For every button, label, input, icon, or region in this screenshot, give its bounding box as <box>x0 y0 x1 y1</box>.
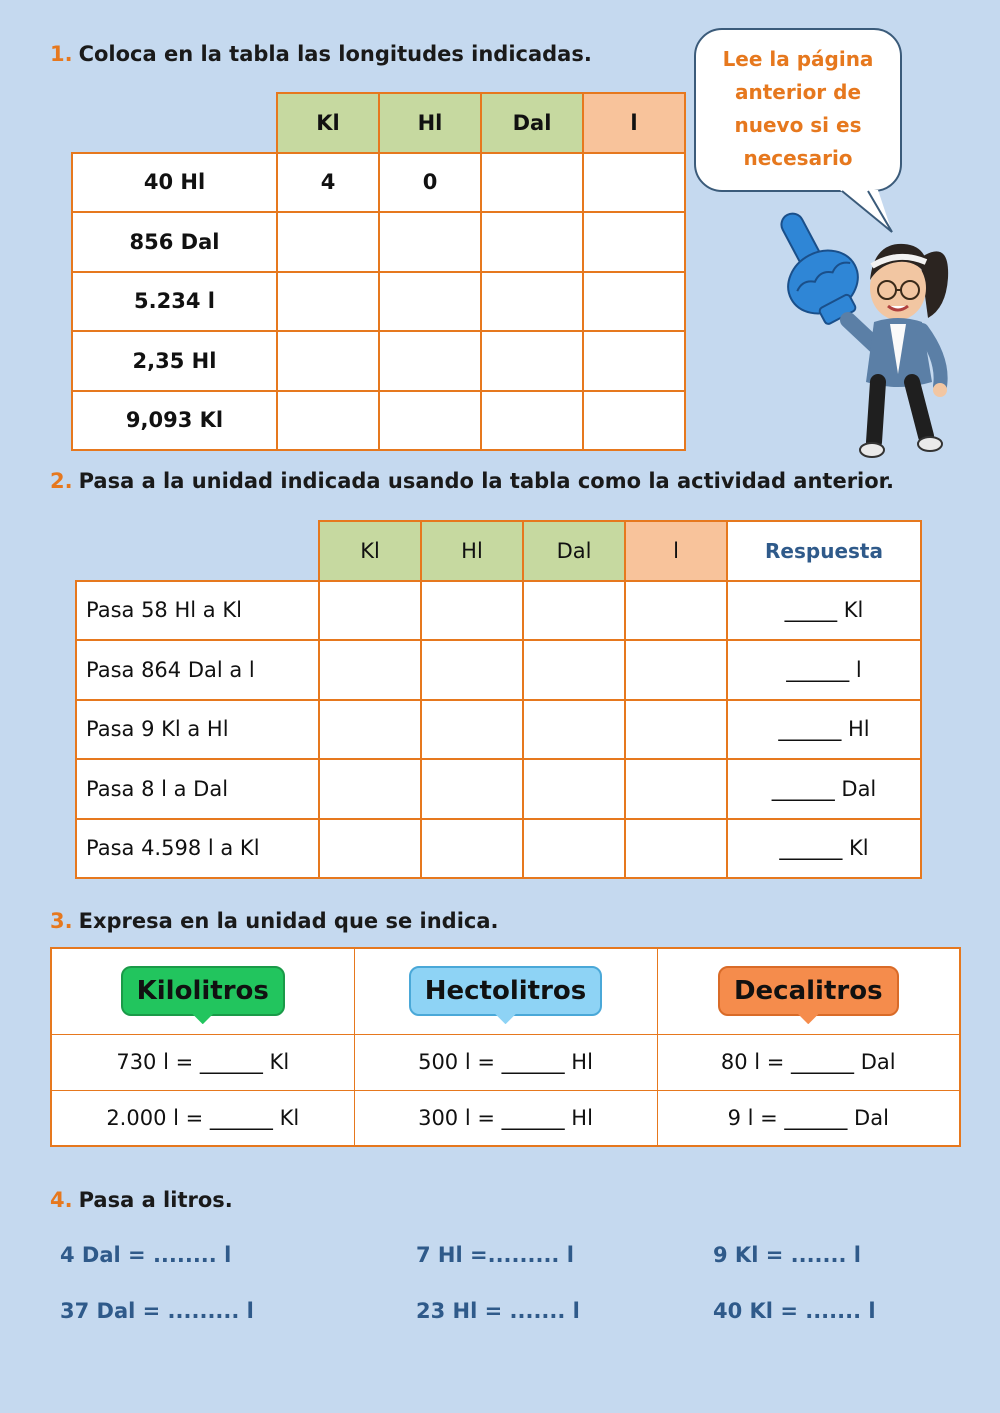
table-2-cell[interactable] <box>319 759 421 819</box>
table-1-header-l: l <box>583 93 685 153</box>
table-2-answer[interactable]: ______ Hl <box>727 700 921 760</box>
table-3-cell[interactable]: 9 l = ______ Dal <box>657 1090 960 1146</box>
table-row <box>72 212 685 272</box>
table-1-cell[interactable] <box>481 153 583 213</box>
section-4-number: 4. <box>50 1188 73 1212</box>
table-2-cell[interactable] <box>523 759 625 819</box>
table-1-corner <box>72 93 277 153</box>
bubble-line: Lee la página <box>722 47 874 71</box>
table-1-cell[interactable] <box>277 212 379 272</box>
speech-bubble <box>694 28 902 192</box>
section-1-number: 1. <box>50 42 73 66</box>
section-1-title: Coloca en la tabla las longitudes indicadas. <box>78 42 592 66</box>
table-2-cell[interactable] <box>625 819 727 879</box>
table-3-header-row <box>51 948 960 1034</box>
table-2-answer[interactable]: ______ l <box>727 640 921 700</box>
table-1-row-label: 9,093 Kl <box>72 391 277 451</box>
table-2-header-l: l <box>625 521 727 581</box>
section-3-number: 3. <box>50 909 73 933</box>
table-2-header-respuesta: Respuesta <box>727 521 921 581</box>
bubble-line: nuevo si es <box>734 113 862 137</box>
table-1-cell[interactable]: 0 <box>379 153 481 213</box>
table-2-answer[interactable]: _____ Kl <box>727 581 921 641</box>
table-2-answer[interactable]: ______ Kl <box>727 819 921 879</box>
table-1-cell[interactable] <box>277 331 379 391</box>
table-1-cell[interactable] <box>379 391 481 451</box>
table-2 <box>75 520 922 879</box>
table-2-cell[interactable] <box>421 640 523 700</box>
table-1-header-hl: Hl <box>379 93 481 153</box>
table-1-cell[interactable] <box>583 272 685 332</box>
section-4-item[interactable]: 4 Dal = ........ l <box>60 1243 232 1267</box>
table-row <box>76 581 921 641</box>
decalitros-banner: Decalitros <box>718 966 899 1016</box>
table-1-row-label: 40 Hl <box>72 153 277 213</box>
table-2-cell[interactable] <box>625 640 727 700</box>
table-1-cell[interactable] <box>481 391 583 451</box>
table-3-cell[interactable]: 730 l = ______ Kl <box>51 1034 354 1090</box>
hectolitros-banner: Hectolitros <box>409 966 603 1016</box>
table-1-header-kl: Kl <box>277 93 379 153</box>
table-1-cell[interactable] <box>277 391 379 451</box>
table-2-answer[interactable]: ______ Dal <box>727 759 921 819</box>
table-row <box>76 700 921 760</box>
table-2-cell[interactable] <box>625 581 727 641</box>
section-3-heading <box>50 909 499 933</box>
table-row <box>72 272 685 332</box>
section-4-item[interactable]: 9 Kl = ....... l <box>713 1243 861 1267</box>
table-1-cell[interactable] <box>379 331 481 391</box>
table-3-header-cell <box>354 948 657 1034</box>
table-1-cell[interactable] <box>481 272 583 332</box>
table-3-header-cell <box>51 948 354 1034</box>
section-1-heading <box>50 42 592 66</box>
table-2-cell[interactable] <box>523 581 625 641</box>
table-1-cell[interactable]: 4 <box>277 153 379 213</box>
table-1-header-row <box>72 93 685 153</box>
table-row <box>76 759 921 819</box>
section-4-item[interactable]: 23 Hl = ....... l <box>416 1299 580 1323</box>
table-2-cell[interactable] <box>421 581 523 641</box>
section-2-heading <box>50 469 894 493</box>
table-1-cell[interactable] <box>583 331 685 391</box>
section-4-heading <box>50 1188 233 1212</box>
table-2-cell[interactable] <box>319 581 421 641</box>
table-1-cell[interactable] <box>379 212 481 272</box>
table-1 <box>71 92 686 451</box>
table-2-cell[interactable] <box>523 640 625 700</box>
table-3-cell[interactable]: 80 l = ______ Dal <box>657 1034 960 1090</box>
table-row <box>72 391 685 451</box>
table-2-row-label: Pasa 864 Dal a l <box>76 640 319 700</box>
bubble-line: anterior de <box>734 80 862 104</box>
section-3-title: Expresa en la unidad que se indica. <box>78 909 499 933</box>
table-1-cell[interactable] <box>481 331 583 391</box>
kilolitros-banner: Kilolitros <box>121 966 285 1016</box>
table-3-cell[interactable]: 500 l = ______ Hl <box>354 1034 657 1090</box>
table-2-row-label: Pasa 58 Hl a Kl <box>76 581 319 641</box>
table-row <box>51 1034 960 1090</box>
table-2-cell[interactable] <box>319 700 421 760</box>
table-2-header-row <box>76 521 921 581</box>
table-2-cell[interactable] <box>319 640 421 700</box>
table-3-cell[interactable]: 300 l = ______ Hl <box>354 1090 657 1146</box>
table-2-cell[interactable] <box>625 759 727 819</box>
section-2-number: 2. <box>50 469 73 493</box>
table-1-row-label: 5.234 l <box>72 272 277 332</box>
table-row <box>76 819 921 879</box>
section-2-title: Pasa a la unidad indicada usando la tabla como la actividad anterior. <box>78 469 895 493</box>
table-row <box>51 1090 960 1146</box>
table-2-header-hl: Hl <box>421 521 523 581</box>
table-2-header-dal: Dal <box>523 521 625 581</box>
table-2-row-label: Pasa 9 Kl a Hl <box>76 700 319 760</box>
teacher-avatar-with-foam-finger-icon <box>770 200 960 462</box>
table-2-cell[interactable] <box>421 759 523 819</box>
table-3 <box>50 947 961 1147</box>
section-4-title: Pasa a litros. <box>78 1188 233 1212</box>
table-1-cell[interactable] <box>481 212 583 272</box>
table-2-row-label: Pasa 8 l a Dal <box>76 759 319 819</box>
table-3-cell[interactable]: 2.000 l = ______ Kl <box>51 1090 354 1146</box>
table-2-cell[interactable] <box>421 819 523 879</box>
section-4-item[interactable]: 37 Dal = ......... l <box>60 1299 254 1323</box>
table-2-cell[interactable] <box>421 700 523 760</box>
table-1-cell[interactable] <box>583 212 685 272</box>
table-1-row-label: 2,35 Hl <box>72 331 277 391</box>
table-2-header-kl: Kl <box>319 521 421 581</box>
table-2-cell[interactable] <box>625 700 727 760</box>
table-1-cell[interactable] <box>277 272 379 332</box>
table-2-cell[interactable] <box>319 819 421 879</box>
table-2-cell[interactable] <box>523 819 625 879</box>
table-2-corner <box>76 521 319 581</box>
bubble-line: necesario <box>743 146 853 170</box>
table-3-header-cell <box>657 948 960 1034</box>
table-2-row-label: Pasa 4.598 l a Kl <box>76 819 319 879</box>
table-2-cell[interactable] <box>523 700 625 760</box>
table-row <box>76 640 921 700</box>
section-4-item[interactable]: 40 Kl = ....... l <box>713 1299 876 1323</box>
table-1-cell[interactable] <box>379 272 481 332</box>
table-1-row-label: 856 Dal <box>72 212 277 272</box>
section-4-item[interactable]: 7 Hl =......... l <box>416 1243 574 1267</box>
table-1-cell[interactable] <box>583 391 685 451</box>
table-row <box>72 331 685 391</box>
table-row <box>72 153 685 213</box>
table-1-header-dal: Dal <box>481 93 583 153</box>
table-1-cell[interactable] <box>583 153 685 213</box>
